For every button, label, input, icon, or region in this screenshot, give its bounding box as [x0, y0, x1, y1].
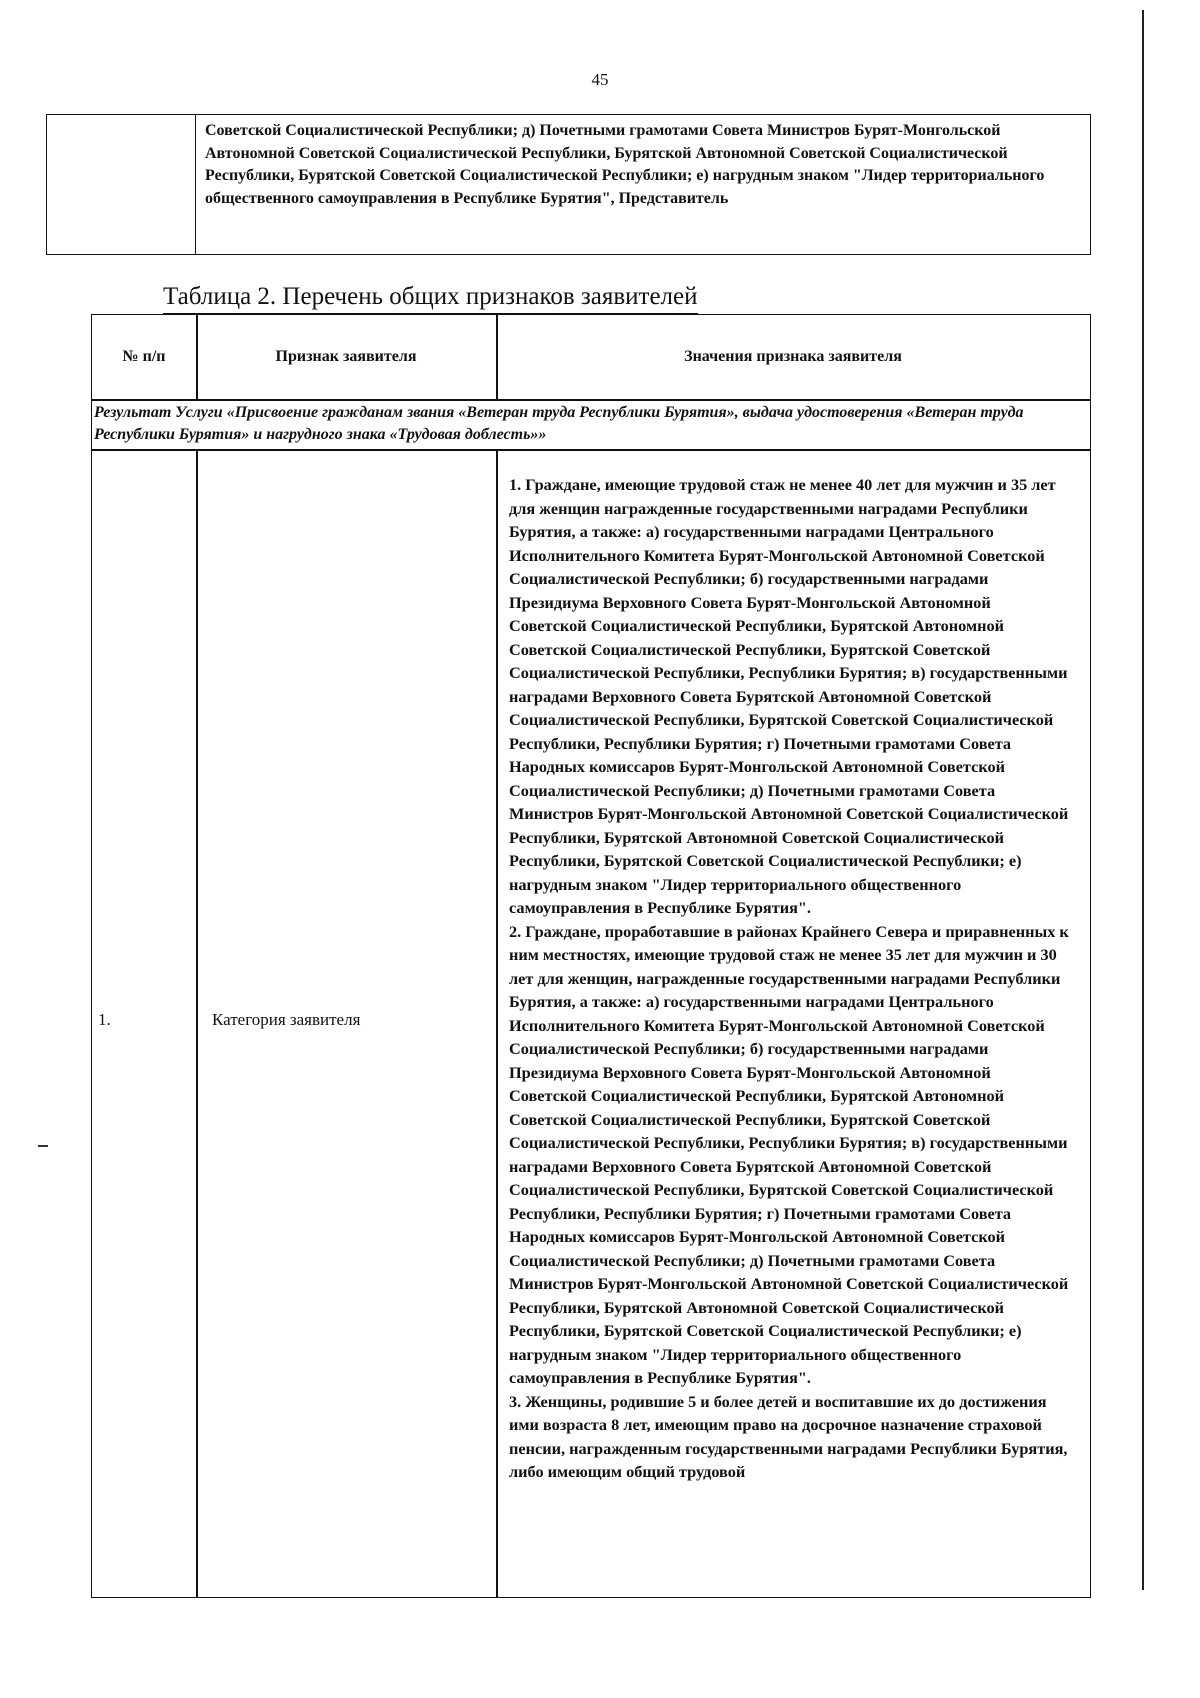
value-item: 3. Женщины, родившие 5 и более детей и воспитавшие их до достижения ими возраста 8 лет, имеющим право на досрочное назначение страховой пенсии, награжденным государственными наградами Республики Бурятия, либо имеющим общий трудовой: [509, 1391, 1068, 1481]
service-result-line: Результат Услуги «Присвоение гражданам звания «Ветеран труда Республики Бурятия», выдача удостоверения «Ветеран труда Республики Бурятия» и нагрудного знака «Трудовая доблесть»»: [94, 404, 1024, 443]
value-item: 2. Граждане, проработавшие в районах Крайнего Севера и приравненных к ним местностях, имеющие трудовой стаж не менее 35 лет для мужчин и 30 лет для женщин, награжденные государственными наградами Республики Бурятия, а также: а) государственными наградами Центрального Исполнительного Комитета Бурят-Монгольской Автономной Советской Социалистической Республики; б) государственными наградами Президиума Верховного Совета Бурят-Монгольской Автономной Советской Социалистической Республики, Бурятской Автономной Советской Социалистической Республики, Бурятской Советской Социалистической Республики, Республики Бурятия; в) государственными наградами Верховного Совета Бурятской Автономной Советской Социалистической Республики, Бурятской Советской Социалистической Республики, Республики Бурятия; г) Почетными грамотами Совета Народных комиссаров Бурят-Монгольской Автономной Советской Социалистической Республики; д) Почетными грамотами Совета Министров Бурят-Монгольской Автономной Советской Социалистической Республики, Бурятской Автономной Советской Социалистической Республики, Бурятской Советской Социалистической Республики; е) нагрудным знаком "Лидер территориального общественного самоуправления в Республике Бурятия".: [509, 921, 1069, 1387]
row-number: 1.: [98, 1010, 111, 1029]
column-divider: [496, 449, 498, 1597]
margin-mark: [38, 1145, 48, 1147]
previous-table-empty-cell: [47, 115, 196, 254]
row-divider: [92, 449, 1090, 451]
value-item: 1. Граждане, имеющие трудовой стаж не менее 40 лет для мужчин и 35 лет для женщин награжденные государственными наградами Республики Бурятия, а также: а) государственными наградами Центрального Исполнительного Комитета Бурят-Монгольской Автономной Советской Социалистической Республики; б) государственными наградами Президиума Верховного Совета Бурят-Монгольской Автономной Советской Социалистической Республики, Бурятской Автономной Советской Социалистической Республики, Бурятской Советской Социалистической Республики, Республики Бурятия; в) государственными наградами Верховного Совета Бурятской Автономной Советской Социалистической Республики, Бурятской Советской Социалистической Республики, Республики Бурятия; г) Почетными грамотами Совета Народных комиссаров Бурят-Монгольской Автономной Советской Социалистической Республики; д) Почетными грамотами Совета Министров Бурят-Монгольской Автономной Советской Социалистической Республики, Бурятской Автономной Советской Социалистической Республики, Бурятской Советской Социалистической Республики; е) нагрудным знаком "Лидер территориального общественного самоуправления в Республике Бурятия".: [509, 475, 1069, 917]
header-number: № п/п: [122, 348, 166, 365]
previous-table-continuation: [46, 114, 1091, 255]
page-edge-line: [1142, 10, 1144, 1590]
page-number: 45: [591, 70, 609, 89]
header-values: Значения признака заявителя: [684, 348, 902, 365]
table-title: [163, 283, 698, 311]
row-values: [509, 473, 1069, 1484]
previous-table-text: Советской Социалистической Республики; д) Почетными грамотами Совета Министров Бурят-Монгольской Автономной Советской Социалистической Республики, Бурятской Автономной Советской Социалистической Республики, Бурятской Советской Социалистической Республики; е) нагрудным знаком "Лидер территориального общественного самоуправления в Республике Бурятия", Представитель: [205, 122, 1045, 207]
header-feature: Признак заявителя: [275, 348, 417, 365]
row-feature: Категория заявителя: [212, 1010, 361, 1029]
applicant-features-table: [91, 314, 1091, 1598]
table-title-text: Таблица 2. Перечень общих признаков заявителей: [163, 283, 698, 310]
row-divider: [92, 399, 1090, 401]
